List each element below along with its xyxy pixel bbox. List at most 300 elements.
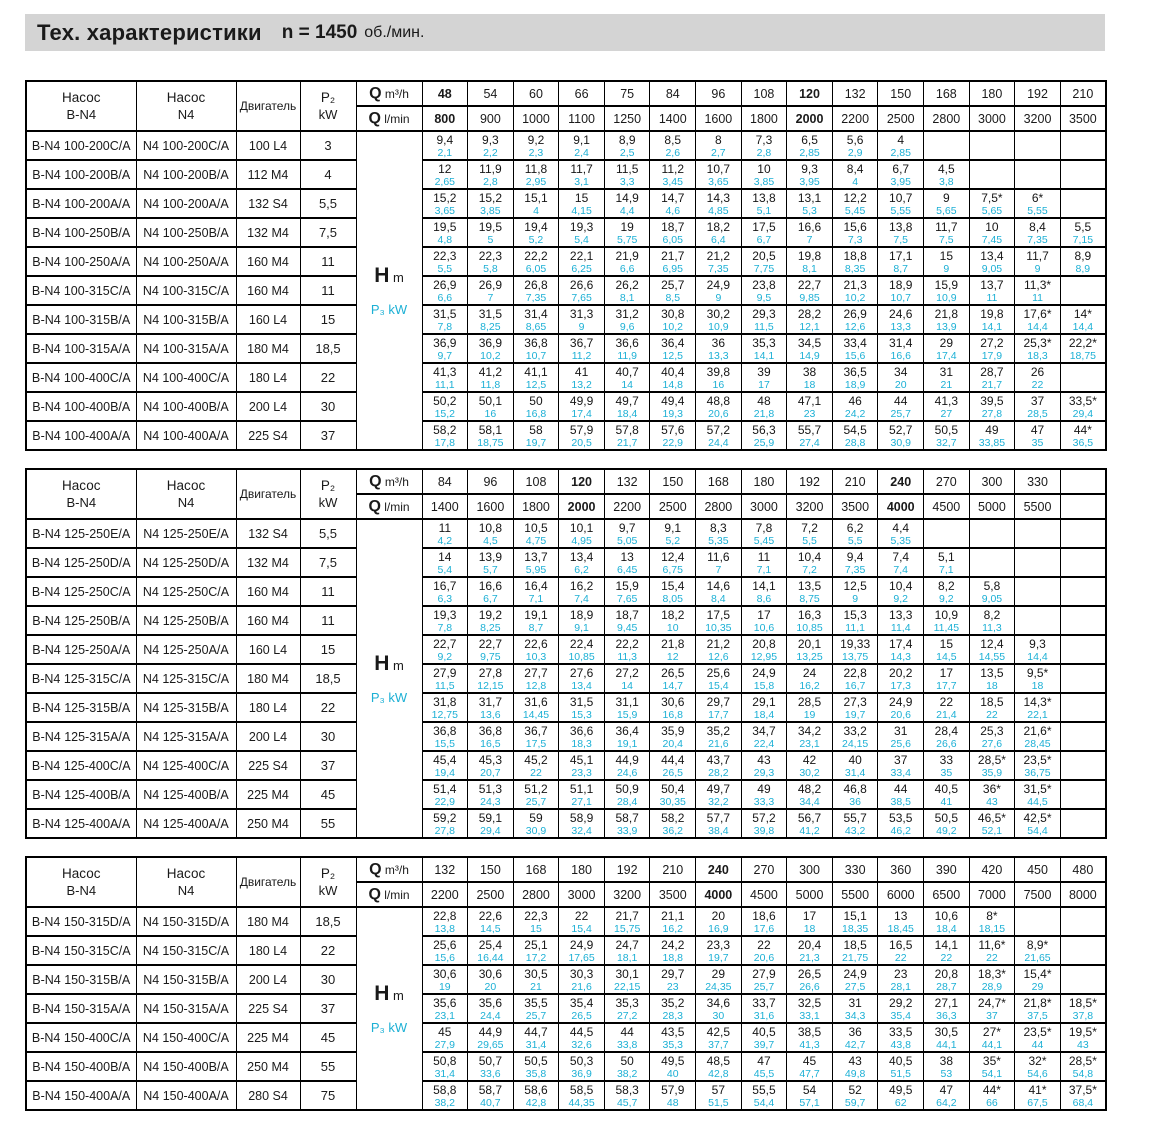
table-row — [26, 907, 1106, 936]
h-value: 18,6 — [752, 908, 776, 923]
p3-value: 15,2 — [434, 407, 456, 420]
pump-n4-name: N4 125-250C/A — [136, 577, 236, 606]
data-cell — [832, 635, 878, 664]
h-value: 48,8 — [706, 393, 731, 408]
p3-value: 7,65 — [571, 291, 592, 304]
h-value: 13,1 — [797, 190, 822, 205]
header-p2-line1: P₂ — [320, 478, 336, 493]
h-value: 27,7 — [524, 665, 548, 680]
motor-type: 180 M4 — [236, 664, 300, 693]
data-cell — [422, 519, 468, 548]
h-value: 54,5 — [843, 422, 867, 437]
p3-value: 8,9 — [1075, 262, 1091, 275]
table-row — [26, 276, 1106, 305]
h-value: 50,8 — [433, 1053, 457, 1068]
data-cell — [741, 305, 787, 334]
data-cell — [969, 693, 1015, 722]
data-cell — [1015, 635, 1061, 664]
p3-value: 19 — [803, 708, 816, 721]
data-cell — [650, 421, 696, 450]
p3-value: 23 — [666, 980, 679, 993]
p2-power: 22 — [300, 936, 356, 965]
data-cell — [878, 421, 924, 450]
p3-value: 13,3 — [890, 320, 911, 333]
p3-value: 2,8 — [483, 175, 498, 188]
p3-value: 31,4 — [434, 1067, 456, 1080]
data-cell — [604, 247, 650, 276]
h-value: 22 — [574, 908, 589, 923]
h-value: 14,3* — [1023, 694, 1052, 709]
h-value: 37 — [894, 752, 908, 767]
data-cell — [787, 994, 833, 1023]
p3-value: 4,75 — [525, 534, 547, 547]
data-cell — [741, 519, 787, 548]
p3-value: 24,3 — [480, 795, 501, 808]
data-cell — [422, 994, 468, 1023]
data-cell — [650, 160, 696, 189]
p3-value: 10,9 — [936, 291, 957, 304]
pump-n4-name: N4 125-250D/A — [136, 548, 236, 577]
h-value: 43,7 — [706, 752, 731, 767]
data-cell — [513, 218, 559, 247]
p3-value: 7,45 — [981, 233, 1003, 246]
data-cell — [513, 160, 559, 189]
p3-value: 7 — [715, 563, 722, 576]
h-value: 26,5 — [797, 966, 822, 981]
h-value: 42 — [802, 752, 817, 767]
table-row — [26, 1052, 1106, 1081]
motor-type: 225 S4 — [236, 994, 300, 1023]
data-cell — [878, 751, 924, 780]
data-cell — [1060, 606, 1106, 635]
p3-value: 21,7 — [616, 436, 638, 449]
data-cell — [650, 276, 696, 305]
p3-value: 2,5 — [619, 146, 635, 159]
p3-value: 5,65 — [981, 204, 1003, 217]
h-value: 32* — [1028, 1053, 1047, 1068]
h-value: 4,4 — [892, 520, 910, 535]
h-value: 44,7 — [524, 1024, 548, 1039]
p3-value: 6,75 — [662, 563, 683, 576]
h-value: 14,9 — [615, 190, 639, 205]
data-cell — [422, 218, 468, 247]
h-value: 23,8 — [752, 277, 776, 292]
p3-value: 9,2 — [893, 592, 909, 605]
data-cell — [924, 1081, 970, 1110]
p3-value: 41 — [940, 795, 953, 808]
p3-value: 14,1 — [753, 349, 775, 362]
p3-value: 9 — [943, 262, 950, 275]
q-m3h-value: 132 — [422, 857, 468, 882]
pump-bn4-name: B-N4 125-250E/A — [26, 519, 136, 548]
p3-value: 5,1 — [756, 204, 772, 217]
pump-bn4-name: B-N4 100-250B/A — [26, 218, 136, 247]
p3-value: 30,35 — [659, 795, 686, 808]
p3-value: 38,2 — [616, 1067, 638, 1080]
table-row — [26, 392, 1106, 421]
pump-bn4-name: B-N4 150-400C/A — [26, 1023, 136, 1052]
data-cell — [969, 635, 1015, 664]
q-lmin-value: 5000 — [969, 494, 1015, 519]
data-cell — [787, 247, 833, 276]
h-value: 18,7 — [661, 219, 685, 234]
p3-value: 11,5 — [754, 320, 774, 333]
p3-value: 12,8 — [525, 679, 547, 692]
p3-value: 38,2 — [434, 1096, 456, 1109]
p3-value: 30 — [712, 1009, 725, 1022]
data-cell — [650, 994, 696, 1023]
data-cell — [422, 751, 468, 780]
header-motor: Двигатель — [236, 469, 300, 519]
p3-value: 16,6 — [890, 349, 911, 362]
q-m3h-value: 84 — [650, 81, 696, 106]
h-value: 45,2 — [524, 752, 548, 767]
pump-n4-name: N4 150-400B/A — [136, 1052, 236, 1081]
q-lmin-value: 1400 — [650, 106, 696, 131]
h-value: 18,7 — [615, 607, 639, 622]
p3-value: 7,35 — [525, 291, 547, 304]
q-lmin-value: 8000 — [1060, 882, 1106, 907]
data-cell — [969, 247, 1015, 276]
q-lmin-value: 2500 — [650, 494, 696, 519]
p3-value: 15,9 — [616, 708, 638, 721]
data-cell — [513, 635, 559, 664]
p3-value: 8,1 — [619, 291, 635, 304]
h-value: 26,9 — [478, 277, 503, 292]
header-pump-bn4 — [26, 81, 136, 131]
p3-value: 25,7 — [525, 795, 547, 808]
p3-value: 6,7 — [483, 592, 498, 605]
h-value: 44 — [620, 1024, 634, 1039]
p3-value: 6,6 — [437, 291, 453, 304]
data-cell — [787, 693, 833, 722]
p3-value: 57,1 — [799, 1096, 820, 1109]
data-cell — [969, 907, 1015, 936]
data-cell — [696, 247, 742, 276]
data-cell — [832, 276, 878, 305]
data-cell — [832, 421, 878, 450]
h-value: 24,7 — [615, 937, 639, 952]
q-m3h-value: 120 — [787, 81, 833, 106]
p3-value: 49,2 — [936, 824, 957, 837]
p3-value: 11 — [986, 291, 998, 304]
q-m3h-value — [1060, 469, 1106, 494]
h-value: 21,9 — [615, 248, 639, 263]
h-value: 21,8 — [661, 636, 685, 651]
p3-value: 16,8 — [662, 708, 683, 721]
q-m3h-value: 192 — [1015, 81, 1061, 106]
p2-power: 7,5 — [300, 218, 356, 247]
table-row — [26, 577, 1106, 606]
p3-value: 9 — [1034, 262, 1041, 275]
data-cell — [422, 809, 468, 838]
h-value: 26,9 — [433, 277, 457, 292]
p3-value: 2,95 — [525, 175, 547, 188]
p3-value: 5,4 — [437, 563, 453, 576]
data-cell — [924, 907, 970, 936]
p3-value: 15,4 — [708, 679, 729, 692]
data-cell — [1015, 131, 1061, 160]
data-cell — [604, 421, 650, 450]
h-value: 15,4* — [1023, 966, 1052, 981]
p3-value: 14,8 — [662, 378, 683, 391]
p3-value: 6,2 — [574, 563, 589, 576]
h-value: 24,9 — [752, 665, 776, 680]
h-value: 50,5 — [934, 422, 958, 437]
data-cell — [468, 693, 514, 722]
q-lmin-value: 1250 — [604, 106, 650, 131]
p3-value: 9,2 — [939, 592, 954, 605]
data-cell — [604, 519, 650, 548]
data-cell — [787, 305, 833, 334]
p3-value: 3,85 — [480, 204, 501, 217]
q-lmin-value: 3000 — [969, 106, 1015, 131]
h-value: 10,4 — [889, 578, 913, 593]
h-value: 45 — [802, 1053, 817, 1068]
data-cell — [650, 548, 696, 577]
data-cell — [513, 334, 559, 363]
pump-bn4-name: B-N4 100-200A/A — [26, 189, 136, 218]
q-lmin-value: 3200 — [1015, 106, 1061, 131]
h-value: 53,5 — [889, 810, 913, 825]
data-cell — [832, 994, 878, 1023]
p3-value: 21,8 — [753, 407, 775, 420]
data-cell — [1060, 519, 1106, 548]
data-cell — [422, 1023, 468, 1052]
data-cell — [604, 1081, 650, 1110]
table-row — [26, 247, 1106, 276]
pump-bn4-name: B-N4 100-315A/A — [26, 334, 136, 363]
h-value: 29,3 — [752, 306, 776, 321]
q-m3h-value: 180 — [741, 469, 787, 494]
h-value: 10 — [985, 219, 999, 234]
h-value: 24,9 — [889, 694, 913, 709]
p3-value: 23 — [803, 407, 816, 420]
p3-value: 41,2 — [799, 824, 820, 837]
data-cell — [832, 131, 878, 160]
p3-value: 27,5 — [844, 980, 866, 993]
q-lmin-value: 1100 — [559, 106, 605, 131]
data-cell — [604, 577, 650, 606]
p2-power: 11 — [300, 606, 356, 635]
data-cell — [924, 131, 970, 160]
pump-bn4-name: B-N4 100-200C/A — [26, 131, 136, 160]
h-value: 15,9 — [615, 578, 639, 593]
q-lmin-value: 4500 — [924, 494, 970, 519]
p3-value: 18,45 — [887, 922, 914, 935]
h-value: 35,3 — [752, 335, 776, 350]
pump-bn4-name: B-N4 125-400A/A — [26, 809, 136, 838]
data-cell — [832, 305, 878, 334]
p3-value: 3,45 — [662, 175, 683, 188]
p3-value: 30,9 — [890, 436, 911, 449]
p3-value: 7,75 — [753, 262, 775, 275]
h-value: 36,8 — [478, 723, 503, 738]
h-value: 8,2 — [937, 578, 955, 593]
data-cell — [1060, 664, 1106, 693]
data-cell — [422, 780, 468, 809]
h-value: 12,4 — [661, 549, 685, 564]
data-cell — [969, 276, 1015, 305]
data-cell — [559, 363, 605, 392]
data-cell — [604, 693, 650, 722]
data-cell — [1015, 577, 1061, 606]
q-m3h-value: 210 — [832, 469, 878, 494]
data-cell — [422, 160, 468, 189]
pump-n4-name: N4 150-400A/A — [136, 1081, 236, 1110]
data-cell — [696, 548, 742, 577]
p2-power: 5,5 — [300, 519, 356, 548]
pump-n4-name: N4 125-250B/A — [136, 606, 236, 635]
data-cell — [1060, 1023, 1106, 1052]
p3-value: 5,35 — [890, 534, 911, 547]
data-cell — [559, 965, 605, 994]
q-lmin-value: 2000 — [787, 106, 833, 131]
h-value: 7,2 — [801, 520, 818, 535]
data-cell — [650, 218, 696, 247]
p3-value: 53 — [940, 1067, 953, 1080]
data-cell — [741, 218, 787, 247]
p3-value: 7,2 — [802, 563, 817, 576]
p3-value: 33,3 — [753, 795, 775, 808]
h-value: 18,3* — [977, 966, 1006, 981]
h-value: 50,2 — [433, 393, 457, 408]
data-cell — [969, 160, 1015, 189]
data-cell — [422, 189, 468, 218]
q-m3h-value: 132 — [832, 81, 878, 106]
h-value: 30,6 — [433, 966, 457, 981]
pump-bn4-name: B-N4 150-315B/A — [26, 965, 136, 994]
h-value: 36,9 — [478, 335, 503, 350]
h-value: 22,3 — [433, 248, 457, 263]
h-value: 23 — [894, 966, 908, 981]
h-value: 58 — [529, 422, 543, 437]
p3-value: 10,3 — [525, 650, 547, 663]
h-value: 35,4 — [569, 995, 594, 1010]
data-cell — [559, 305, 605, 334]
p3-value: 6,25 — [571, 262, 592, 275]
p3-value: 7,4 — [893, 563, 909, 576]
q-m3h-value: 60 — [513, 81, 559, 106]
h-value: 38,5 — [797, 1024, 822, 1039]
h-value: 25,6 — [433, 937, 457, 952]
title-bar — [25, 14, 1105, 51]
table-row — [26, 548, 1106, 577]
q-symbol: Q — [369, 860, 382, 878]
data-cell — [787, 189, 833, 218]
p3-value: 10,7 — [890, 291, 911, 304]
data-cell — [604, 189, 650, 218]
h-value: 27,1 — [934, 995, 958, 1010]
h-value: 11 — [757, 549, 771, 564]
data-cell — [1015, 276, 1061, 305]
h-value: 17,5 — [752, 219, 776, 234]
motor-type: 180 M4 — [236, 334, 300, 363]
data-cell — [468, 635, 514, 664]
q-m3h-value: 210 — [1060, 81, 1106, 106]
q-lmin-value: 4500 — [741, 882, 787, 907]
pump-n4-name: N4 100-400A/A — [136, 421, 236, 450]
data-cell — [604, 548, 650, 577]
h-value: 51,2 — [524, 781, 548, 796]
data-cell — [741, 1023, 787, 1052]
h-value: 22,6 — [524, 636, 548, 651]
h-value: 13,8 — [752, 190, 776, 205]
data-cell — [650, 247, 696, 276]
data-cell — [468, 577, 514, 606]
pump-bn4-name: B-N4 125-400B/A — [26, 780, 136, 809]
p3-value: 17,7 — [708, 708, 729, 721]
p3-value: 11,5 — [434, 679, 455, 692]
data-cell — [468, 751, 514, 780]
h-value: 33 — [939, 752, 953, 767]
h-value: 19,5* — [1068, 1024, 1097, 1039]
data-cell — [559, 160, 605, 189]
h-value: 13,8 — [889, 219, 913, 234]
data-cell — [1015, 751, 1061, 780]
h-value: 22,8 — [843, 665, 867, 680]
h-value: 44,5 — [569, 1024, 594, 1039]
data-cell — [878, 218, 924, 247]
p3-value: 4,2 — [437, 534, 453, 547]
data-cell — [513, 1023, 559, 1052]
h-value: 58,7 — [478, 1082, 503, 1097]
p3-value: 5,8 — [483, 262, 498, 275]
q-lmin-value: 800 — [422, 106, 468, 131]
data-cell — [468, 722, 514, 751]
p3-value: 64,2 — [936, 1096, 957, 1109]
data-cell — [832, 722, 878, 751]
q-lmin-unit: l/min — [380, 887, 410, 902]
data-cell — [1015, 519, 1061, 548]
h-value: 47,1 — [797, 393, 822, 408]
data-cell — [513, 664, 559, 693]
p3-value: 8,7 — [528, 621, 544, 634]
data-cell — [832, 606, 878, 635]
p3-value: 13,3 — [708, 349, 729, 362]
h-value: 43 — [848, 1053, 862, 1068]
p3-value: 3,95 — [799, 175, 820, 188]
h-value: 27* — [982, 1024, 1001, 1039]
p3-value: 7,8 — [437, 320, 453, 333]
h-value: 36,5 — [843, 364, 867, 379]
h-value: 11,6* — [978, 937, 1006, 952]
p3-value: 14,9 — [799, 349, 820, 362]
data-cell — [696, 189, 742, 218]
q-lmin-value: 5000 — [787, 882, 833, 907]
h-value: 18,9 — [569, 607, 594, 622]
p3-value: 11,1 — [434, 378, 455, 391]
header-p2-line2: kW — [318, 107, 338, 122]
p3-value: 39,8 — [753, 824, 775, 837]
data-cell — [832, 334, 878, 363]
p3-value: 7,35 — [844, 563, 866, 576]
h-value: 23,5* — [1023, 752, 1052, 767]
h-value: 45,3 — [478, 752, 503, 767]
data-cell — [422, 965, 468, 994]
p3-value: 33,9 — [616, 824, 638, 837]
data-cell — [1060, 160, 1106, 189]
h-value: 54 — [802, 1082, 817, 1097]
data-cell — [878, 276, 924, 305]
data-cell — [696, 809, 742, 838]
h-value: 22,8 — [433, 908, 457, 923]
p3-value: 19,7 — [844, 708, 866, 721]
h-value: 20,8 — [934, 966, 958, 981]
motor-type: 225 M4 — [236, 1023, 300, 1052]
q-m3h-value: 240 — [696, 857, 742, 882]
p3-value: 11,4 — [890, 621, 911, 634]
